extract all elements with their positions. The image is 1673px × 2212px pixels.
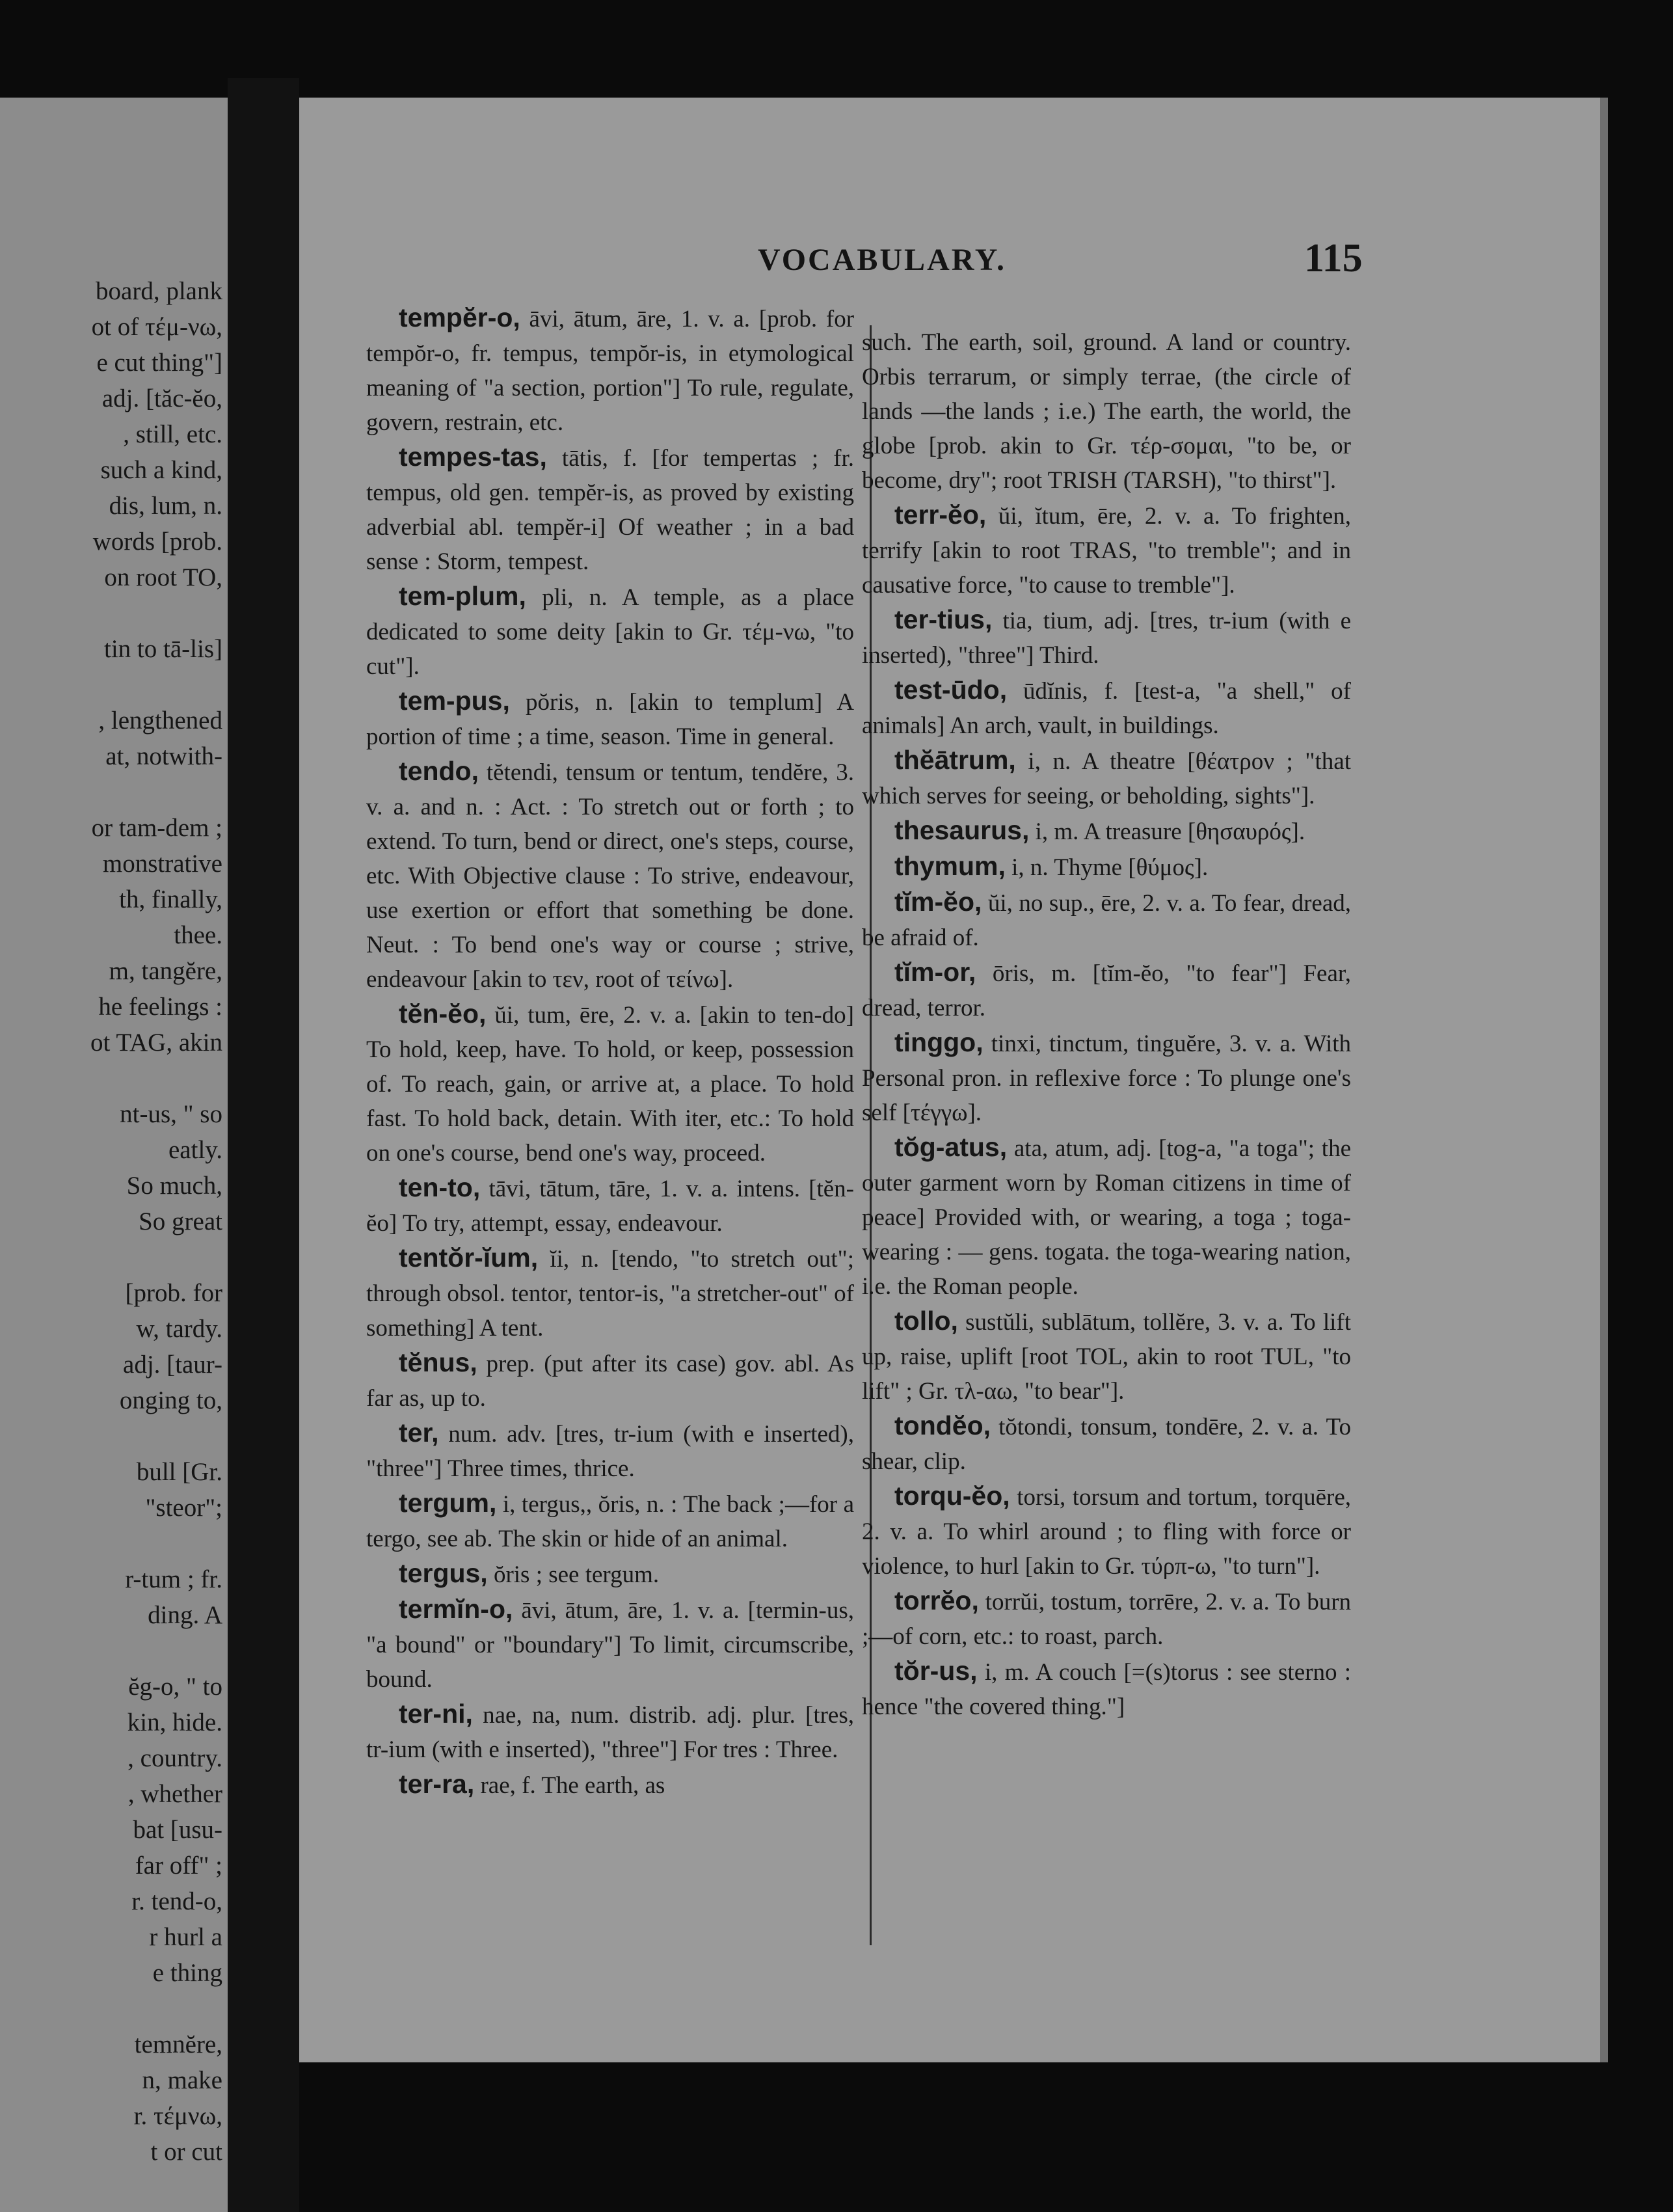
dictionary-entry bbox=[366, 997, 854, 1170]
left-page-line: e thing bbox=[152, 1959, 222, 1987]
left-page-line: ot TAG, akin bbox=[90, 1029, 222, 1057]
left-page-line bbox=[4, 774, 222, 810]
dictionary-entry bbox=[862, 849, 1351, 885]
entry-headword: tollo, bbox=[894, 1306, 958, 1336]
dictionary-entry bbox=[862, 325, 1351, 498]
left-page-line: board, plank bbox=[96, 277, 222, 305]
left-page-line: temnĕre, bbox=[134, 2030, 222, 2058]
dictionary-entry bbox=[366, 1486, 854, 1556]
left-page-line: ĕg-o, " to bbox=[128, 1673, 222, 1701]
dictionary-entry bbox=[862, 1654, 1351, 1724]
left-page-line: So much, bbox=[126, 1172, 222, 1200]
dictionary-entry bbox=[862, 813, 1351, 849]
left-page-line: , still, etc. bbox=[123, 420, 222, 448]
left-page-line: , whether bbox=[127, 1780, 222, 1808]
dictionary-entry bbox=[366, 754, 854, 997]
dictionary-entry bbox=[862, 1409, 1351, 1479]
entry-headword: tŏg-atus, bbox=[894, 1132, 1008, 1162]
entry-definition: tĕtendi, tensum or tentum, tendĕre, 3. v. a. and n. : Act. : To stretch out or forth ; to extend. To turn, bend or direct, one's steps, course, etc. With Objective clause : To strive, endeavour, use exertion or effort that something be done. Neut. : To bend one's way or course ; strive, endeavour [akin to τεν, root of τείνω]. bbox=[366, 759, 854, 993]
dictionary-entry bbox=[862, 498, 1351, 602]
dictionary-entry bbox=[862, 885, 1351, 955]
book-gutter bbox=[228, 78, 299, 2212]
entry-definition: tinxi, tinctum, tinguĕre, 3. v. a. With Personal pron. in reflexive force : To plunge one's self [τέγγω]. bbox=[862, 1031, 1352, 1126]
dictionary-entry bbox=[862, 673, 1351, 743]
entry-headword: tempes-tas, bbox=[399, 442, 547, 472]
left-page-line: r. tend-o, bbox=[131, 1887, 222, 1915]
entry-definition: torrŭi, tostum, torrēre, 2. v. a. To burn ;—of corn, etc.: to roast, parch. bbox=[862, 1589, 1352, 1650]
entry-definition: ŏris ; see tergum. bbox=[493, 1561, 660, 1588]
entry-definition: ŭi, ĭtum, ēre, 2. v. a. To frighten, terrify [akin to root TRAS, "to tremble"; and in causative force, "to cause to tremble"]. bbox=[862, 503, 1352, 599]
dictionary-entry bbox=[366, 1767, 854, 1803]
left-page-line: e cut thing"] bbox=[96, 349, 222, 377]
left-page-line: m, tangĕre, bbox=[109, 957, 222, 985]
entry-headword: tentŏr-ĭum, bbox=[399, 1243, 539, 1273]
entry-headword: tĕn-ĕo, bbox=[399, 999, 487, 1029]
left-page-line: such a kind, bbox=[100, 456, 222, 484]
dictionary-entry bbox=[862, 602, 1351, 673]
dictionary-entry bbox=[862, 743, 1351, 813]
entry-headword: thĕātrum, bbox=[894, 745, 1016, 775]
entry-headword: termĭn-o, bbox=[399, 1594, 513, 1624]
dictionary-entry bbox=[862, 1584, 1351, 1654]
entry-definition: ata, atum, adj. [tog-a, "a toga"; the outer garment worn by Roman citizens in time of peace] Provided with, or wearing, a toga ; toga-wearing : — gens. togata. the toga-wearing nation, i.e. the Roman people. bbox=[862, 1135, 1352, 1300]
left-page-line: r-tum ; fr. bbox=[125, 1565, 222, 1593]
left-page-line: adj. [taur- bbox=[123, 1351, 222, 1379]
left-page-line: w, tardy. bbox=[136, 1315, 222, 1343]
entry-headword: tĭm-ĕo, bbox=[894, 887, 982, 917]
left-column bbox=[366, 301, 854, 1803]
right-column bbox=[862, 325, 1351, 1724]
dictionary-entry bbox=[862, 1479, 1351, 1584]
entry-headword: tŏr-us, bbox=[894, 1656, 978, 1686]
entry-definition: torsi, torsum and tortum, torquēre, 2. v. a. To whirl around ; to fling with force or violence, to hurl [akin to Gr. τύρπ-ω, "to turn"]. bbox=[862, 1484, 1351, 1580]
page-number: 115 bbox=[1304, 236, 1363, 280]
running-head: VOCABULARY. bbox=[758, 243, 1006, 277]
entry-definition: tāvi, tātum, tāre, 1. v. a. intens. [tĕn-ĕo] To try, attempt, essay, endeavour. bbox=[366, 1176, 855, 1237]
left-page-line: , country. bbox=[127, 1744, 222, 1772]
entry-definition: i, m. A treasure [θησαυρός]. bbox=[1035, 818, 1305, 845]
dictionary-entry bbox=[366, 440, 854, 579]
dictionary-entry bbox=[366, 1416, 854, 1486]
left-page-line: th, finally, bbox=[119, 885, 222, 913]
left-page-line: r. τέμνω, bbox=[133, 2102, 222, 2130]
page-edge-shadow bbox=[1600, 98, 1608, 2062]
entry-definition: i, m. A couch [=(s)torus : see sterno : hence "the covered thing."] bbox=[862, 1659, 1352, 1720]
entry-definition: tātis, f. [for tempertas ; fr. tempus, old gen. tempĕr-is, as proved by existing adverbial abl. tempĕr-i] Of weather ; in a bad sense : Storm, tempest. bbox=[366, 445, 855, 575]
entry-headword: thesaurus, bbox=[894, 815, 1030, 845]
left-page-line: So great bbox=[139, 1207, 222, 1235]
dictionary-entry bbox=[366, 1592, 854, 1697]
entry-headword: ter, bbox=[399, 1418, 439, 1448]
left-page-line: he feelings : bbox=[98, 993, 222, 1021]
entry-definition: ŭi, no sup., ēre, 2. v. a. To fear, dread, be afraid of. bbox=[862, 890, 1351, 951]
dictionary-entry bbox=[862, 955, 1351, 1025]
left-page-line: or tam-dem ; bbox=[91, 814, 222, 842]
entry-definition: nae, na, num. distrib. adj. plur. [tres, tr-ium (with e inserted), "three"] For tres : Three. bbox=[366, 1702, 855, 1763]
left-page-line: r hurl a bbox=[149, 1923, 222, 1951]
dictionary-entry bbox=[366, 579, 854, 684]
left-page-line bbox=[4, 1418, 222, 1454]
left-page-line: tin to tā-lis] bbox=[104, 635, 222, 663]
left-page-line bbox=[4, 1991, 222, 2027]
entry-definition: i, n. A theatre [θέατρον ; "that which serves for seeing, or beholding, sights"]. bbox=[862, 748, 1351, 809]
entry-headword: ten-to, bbox=[399, 1172, 481, 1202]
left-page-line: at, notwith- bbox=[105, 742, 222, 770]
entry-headword: terr-ĕo, bbox=[894, 500, 987, 530]
entry-definition: pŏris, n. [akin to templum] A portion of time ; a time, season. Time in general. bbox=[366, 689, 854, 750]
entry-headword: tem-pus, bbox=[399, 686, 510, 716]
left-page-line: thee. bbox=[174, 921, 222, 949]
dictionary-entry bbox=[366, 1697, 854, 1767]
left-page-line: adj. [tăc-ĕo, bbox=[101, 384, 222, 412]
entry-definition: ōris, m. [tĭm-ĕo, "to fear"] Fear, dread, terror. bbox=[862, 960, 1351, 1021]
entry-headword: tempĕr-o, bbox=[399, 303, 520, 332]
left-page-line: kin, hide. bbox=[127, 1708, 222, 1736]
left-page-line bbox=[4, 1060, 222, 1096]
entry-headword: ter-ra, bbox=[399, 1769, 475, 1799]
entry-definition: num. adv. [tres, tr-ium (with e inserted), "three"] Three times, thrice. bbox=[366, 1421, 854, 1482]
left-page-line: nt-us, " so bbox=[120, 1100, 222, 1128]
entry-definition: pli, n. A temple, as a place dedicated to some deity [akin to Gr. τέμ-νω, "to cut"]. bbox=[366, 584, 855, 680]
entry-definition: prep. (put after its case) gov. abl. As far as, up to. bbox=[366, 1351, 855, 1412]
entry-definition: such. The earth, soil, ground. A land or country. Orbis terrarum, or simply terrae, (the circle of lands —the lands ; i.e.) The earth, the world, the globe [prob. akin to Gr. τέρ-σομαι, "to be, or become, dry"; root TRISH (TARSH), "to thirst"]. bbox=[862, 329, 1351, 494]
left-page-line bbox=[4, 595, 222, 631]
left-page-line: bat [usu- bbox=[133, 1816, 222, 1844]
left-page-line: t or cut bbox=[150, 2138, 222, 2166]
entry-headword: tĕnus, bbox=[399, 1347, 477, 1377]
dictionary-entry bbox=[862, 1304, 1351, 1409]
left-page-line: , lengthened bbox=[98, 707, 222, 735]
entry-headword: torqu-ĕo, bbox=[894, 1481, 1010, 1511]
entry-definition: āvi, ātum, āre, 1. v. a. [prob. for tempŏr-o, fr. tempus, tempŏr-is, in etymological meaning of "a section, portion"] To rule, regulate, govern, restrain, etc. bbox=[366, 306, 855, 436]
entry-definition: i, tergus,, ŏris, n. : The back ;—for a tergo, see ab. The skin or hide of an animal. bbox=[366, 1491, 855, 1552]
entry-headword: tondĕo, bbox=[894, 1410, 991, 1440]
left-page-line: monstrative bbox=[102, 850, 222, 878]
dictionary-entry bbox=[862, 1130, 1351, 1304]
left-page-line bbox=[4, 1633, 222, 1669]
entry-definition: ūdĭnis, f. [test-a, "a shell," of animals] An arch, vault, in buildings. bbox=[862, 678, 1351, 739]
entry-headword: torrĕo, bbox=[894, 1585, 979, 1615]
dictionary-entry bbox=[366, 301, 854, 440]
left-page-line bbox=[4, 667, 222, 703]
entry-headword: tinggo, bbox=[894, 1027, 984, 1057]
entry-definition: i, n. Thyme [θύμος]. bbox=[1011, 854, 1209, 881]
entry-definition: ŭi, tum, ēre, 2. v. a. [akin to ten-do] To hold, keep, have. To hold, or keep, possession of. To reach, gain, or arrive at, a place. To hold fast. To hold back, detain. With iter, etc.: To hold on one's course, bend one's way, proceed. bbox=[366, 1002, 854, 1167]
dictionary-entry bbox=[366, 1241, 854, 1345]
left-page-line: dis, lum, n. bbox=[109, 492, 222, 520]
left-page-line bbox=[4, 1526, 222, 1561]
dictionary-entry bbox=[366, 1556, 854, 1592]
left-page-line: "steor"; bbox=[145, 1494, 222, 1522]
left-page-line: far off" ; bbox=[135, 1852, 222, 1880]
entry-headword: test-ūdo, bbox=[894, 675, 1008, 705]
left-page-line: ot of τέμ-νω, bbox=[91, 313, 222, 341]
entry-headword: thymum, bbox=[894, 851, 1006, 881]
left-page-line: ding. A bbox=[148, 1601, 222, 1629]
entry-definition: āvi, ātum, āre, 1. v. a. [termin-us, "a bound" or "boundary"] To limit, circumscribe, bound. bbox=[366, 1597, 854, 1693]
entry-headword: ter-ni, bbox=[399, 1699, 473, 1729]
left-page-line: words [prob. bbox=[92, 528, 222, 556]
entry-definition: sustŭli, sublātum, tollĕre, 3. v. a. To lift up, raise, uplift [root TOL, akin to root TUL, "to lift" ; Gr. τλ-αω, "to bear"]. bbox=[862, 1309, 1351, 1405]
dictionary-entry bbox=[366, 1170, 854, 1241]
entry-definition: tŏtondi, tonsum, tondēre, 2. v. a. To shear, clip. bbox=[862, 1414, 1351, 1475]
left-page-line bbox=[4, 1239, 222, 1275]
entry-definition: tia, tium, adj. [tres, tr-ium (with e inserted), "three"] Third. bbox=[862, 608, 1351, 669]
left-page-margin bbox=[0, 98, 228, 2212]
entry-definition: rae, f. The earth, as bbox=[480, 1772, 665, 1799]
entry-headword: ter-tius, bbox=[894, 604, 993, 634]
entry-headword: tĭm-or, bbox=[894, 957, 976, 987]
left-page-line: bull [Gr. bbox=[136, 1458, 222, 1486]
entry-headword: tergum, bbox=[399, 1488, 497, 1518]
dictionary-entry bbox=[862, 1025, 1351, 1130]
left-page-fragments bbox=[4, 273, 222, 2170]
left-page-line: [prob. for bbox=[125, 1279, 222, 1307]
left-page-line: on root TO, bbox=[104, 563, 222, 591]
entry-definition: ĭi, n. [tendo, "to stretch out"; through obsol. tentor, tentor-is, "a stretcher-out" of something] A tent. bbox=[366, 1246, 854, 1342]
entry-headword: tendo, bbox=[399, 756, 479, 786]
dictionary-entry bbox=[366, 684, 854, 754]
left-page-line: eatly. bbox=[168, 1136, 222, 1164]
entry-headword: tem-plum, bbox=[399, 581, 526, 611]
dictionary-entry bbox=[366, 1345, 854, 1416]
left-page-line: onging to, bbox=[119, 1386, 222, 1414]
entry-headword: tergus, bbox=[399, 1558, 488, 1588]
left-page-line: n, make bbox=[142, 2066, 222, 2094]
